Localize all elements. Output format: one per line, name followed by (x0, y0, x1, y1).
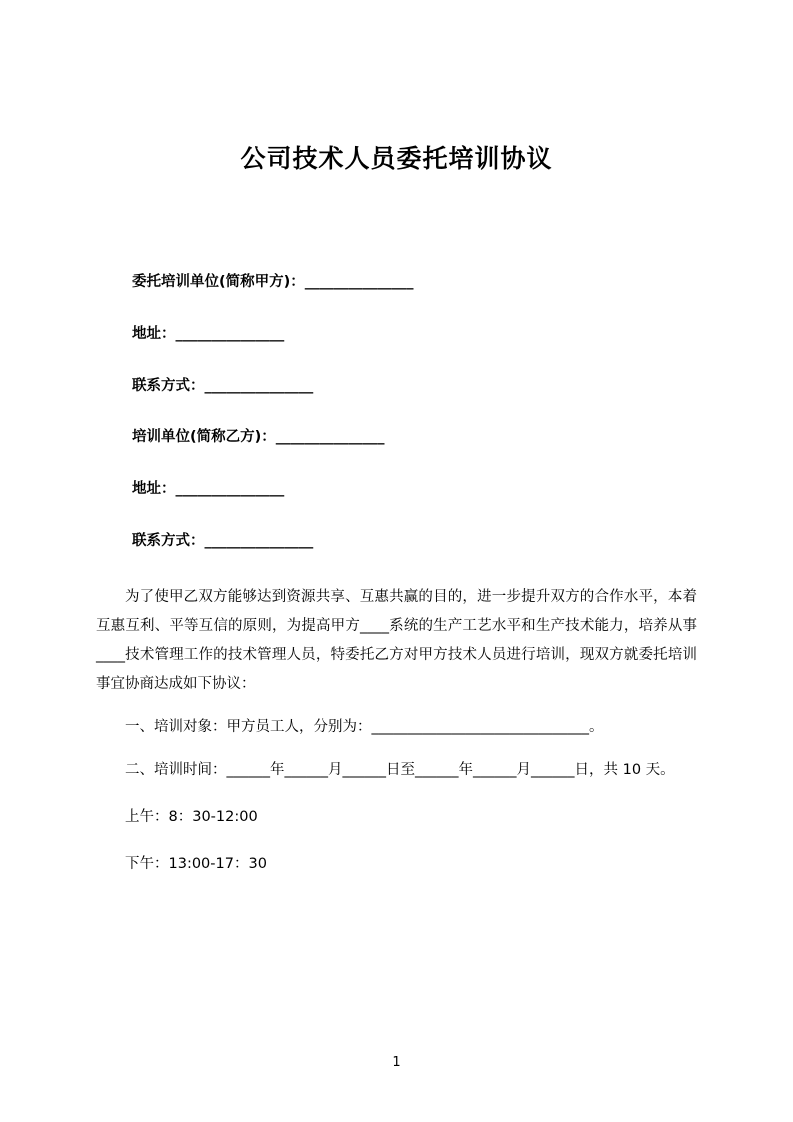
party-blank-entrusting-unit[interactable]: _______________ (304, 274, 414, 290)
party-blank-contact-a[interactable]: _______________ (204, 377, 314, 394)
party-label-contact-a: 联系方式： (132, 377, 205, 394)
party-label-training-unit: 培训单位(简称乙方)： (132, 429, 276, 446)
title-spacer (96, 176, 697, 272)
party-blank-contact-b[interactable]: _______________ (204, 532, 314, 549)
party-line-address-b (96, 479, 697, 501)
page-number: 1 (392, 1055, 401, 1070)
party-line-contact-b (96, 531, 697, 553)
page-title: 公司技术人员委托培训协议 (240, 144, 553, 173)
clause-two-paragraph: 二、培训时间：______年______月______日至______年______月______日，共 10 天。 (125, 761, 675, 778)
party-line-address-a (96, 324, 697, 346)
preamble-paragraph: 为了使甲乙双方能够达到资源共享、互惠共赢的目的，进一步提升双方的合作水平，本着互惠互利、平等互信的原则，为提高甲方____系统的生产工艺水平和生产技术能力，培养从事____技术管理工作的技术管理人员，特委托乙方对甲方技术人员进行培训，现双方就委托培训事宜协商达成如下协议： (96, 588, 697, 692)
party-label-address-a: 地址： (132, 325, 176, 342)
party-line-training-unit (96, 427, 697, 449)
party-line-contact-a (96, 376, 697, 398)
party-label-contact-b: 联系方式： (132, 532, 205, 549)
party-blank-training-unit[interactable]: _______________ (275, 429, 385, 446)
clause-one-paragraph: 一、培训对象：甲方员工人，分别为：______________________________。 (125, 718, 604, 735)
party-label-address-b: 地址： (132, 481, 176, 497)
schedule-morning: 上午：8：30-12:00 (125, 808, 258, 825)
party-blank-address-a[interactable]: _______________ (175, 325, 285, 342)
party-line-entrusting-unit (96, 272, 697, 294)
party-blank-address-b[interactable]: _______________ (175, 481, 285, 497)
schedule-afternoon: 下午：13:00-17：30 (125, 855, 267, 872)
party-info-block (96, 272, 697, 553)
party-label-entrusting-unit: 委托培训单位(简称甲方)： (132, 274, 305, 290)
document-content (96, 96, 697, 879)
